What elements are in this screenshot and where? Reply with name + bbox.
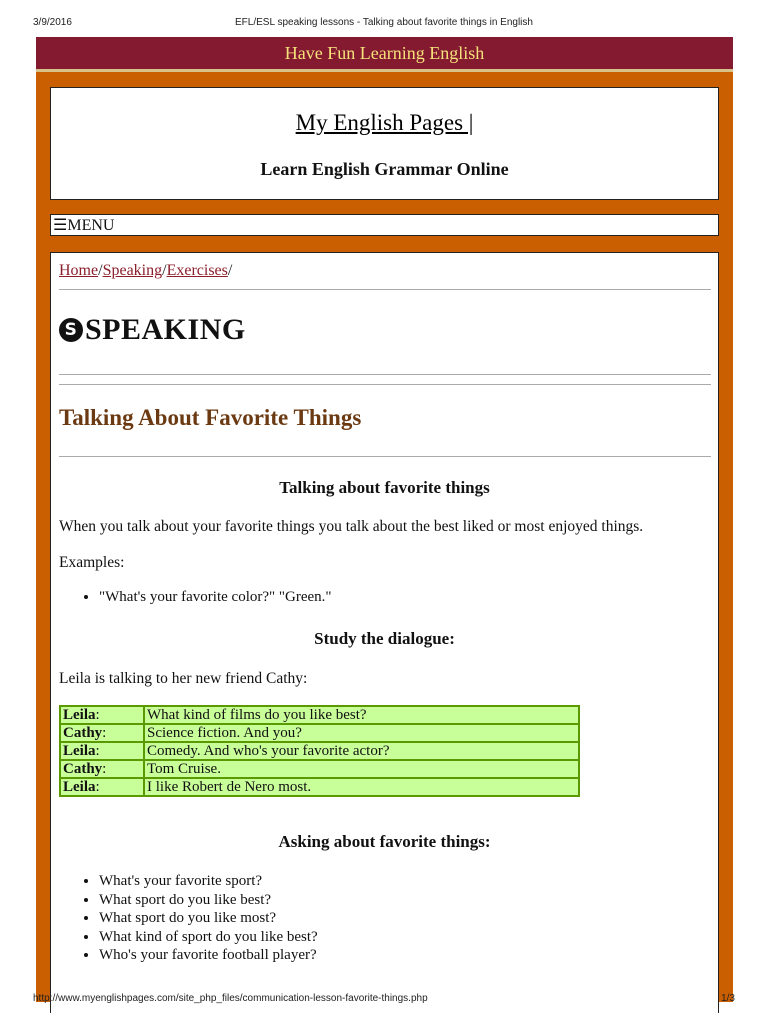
speaker-cell: Leila:	[60, 742, 144, 760]
section-heading	[59, 313, 246, 347]
study-heading: Study the dialogue:	[314, 629, 455, 648]
dialogue-table	[59, 705, 580, 797]
line-cell: Tom Cruise.	[144, 760, 579, 778]
speaker-name: Cathy	[63, 725, 103, 741]
list-item: • What sport do you like best?	[99, 891, 318, 910]
speaker-name: Leila	[63, 707, 96, 723]
list-item: • "What's your favorite color?" "Green."	[99, 588, 332, 607]
list-item: • What's your favorite sport?	[99, 872, 318, 891]
print-title: EFL/ESL speaking lessons - Talking about favorite things in English	[235, 17, 533, 28]
dialogue-intro: Leila is talking to her new friend Cathy:	[59, 670, 308, 687]
speaking-s-icon: S	[59, 318, 83, 342]
asking-heading: Asking about favorite things:	[278, 832, 491, 851]
breadcrumb-home[interactable]: Home	[59, 262, 99, 279]
line-cell: I like Robert de Nero most.	[144, 778, 579, 796]
menu-button[interactable]	[50, 214, 719, 236]
asking-list	[59, 872, 318, 965]
list-item: • What sport do you like most?	[99, 909, 318, 928]
speaker-cell: Leila:	[60, 778, 144, 796]
list-item: • Who's your favorite football player?	[99, 946, 318, 965]
table-row	[60, 760, 579, 778]
table-row	[60, 724, 579, 742]
table-row	[60, 706, 579, 724]
section-title: SPEAKING	[85, 313, 246, 346]
intro-paragraph: When you talk about your favorite things you talk about the best liked or most enjoyed things.	[59, 518, 644, 535]
speaker-cell: Cathy:	[60, 760, 144, 778]
breadcrumb-separator: /	[227, 262, 233, 279]
print-footer	[0, 990, 768, 1006]
speaker-cell: Cathy:	[60, 724, 144, 742]
line-cell: What kind of films do you like best?	[144, 706, 579, 724]
site-tagline: Learn English Grammar Online	[260, 159, 509, 179]
speaker-name: Leila	[63, 743, 96, 759]
table-row	[60, 778, 579, 796]
examples-list	[59, 588, 332, 607]
main-content	[50, 252, 719, 1013]
site-title-link[interactable]: My English Pages |	[295, 110, 474, 135]
menu-label: MENU	[67, 217, 115, 234]
line-cell: Comedy. And who's your favorite actor?	[144, 742, 579, 760]
lesson-title: Talking About Favorite Things	[59, 405, 362, 430]
table-row	[60, 742, 579, 760]
breadcrumb-separator: /	[162, 262, 167, 279]
breadcrumb	[59, 262, 232, 280]
divider	[59, 374, 711, 375]
top-banner: Have Fun Learning English	[36, 37, 733, 69]
line-cell: Science fiction. And you?	[144, 724, 579, 742]
divider	[59, 456, 711, 457]
speaker-name: Leila	[63, 779, 96, 795]
lesson-subtitle: Talking about favorite things	[279, 478, 490, 497]
speaker-name: Cathy	[63, 761, 103, 777]
hamburger-icon: ☰	[53, 217, 68, 234]
list-item: • What kind of sport do you like best?	[99, 928, 318, 947]
print-header	[0, 14, 768, 30]
examples-label: Examples:	[59, 554, 125, 571]
breadcrumb-exercises[interactable]: Exercises	[166, 262, 228, 279]
speaker-cell: Leila:	[60, 706, 144, 724]
breadcrumb-separator: /	[98, 262, 103, 279]
page-number: 1/3	[721, 993, 735, 1004]
print-date: 3/9/2016	[33, 17, 72, 28]
print-url: http://www.myenglishpages.com/site_php_files/communication-lesson-favorite-things.php	[33, 993, 428, 1004]
divider	[59, 289, 711, 290]
divider	[59, 384, 711, 385]
breadcrumb-speaking[interactable]: Speaking	[102, 262, 163, 279]
site-header	[50, 87, 719, 200]
